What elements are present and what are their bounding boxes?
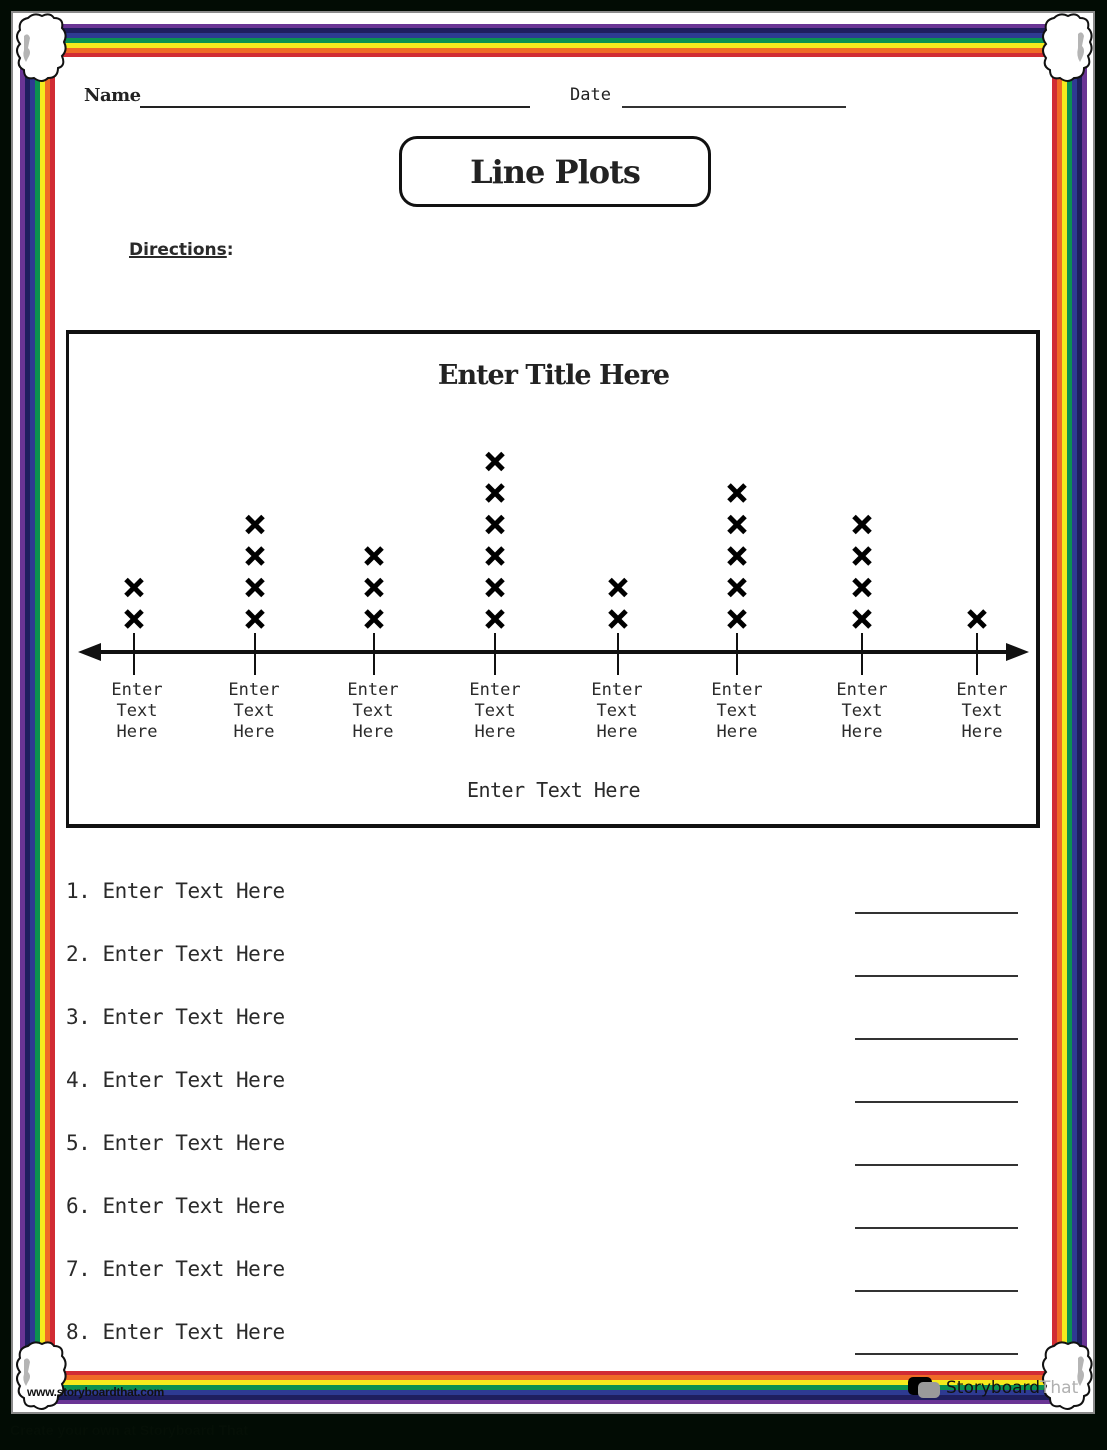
tick-label-line: Enter <box>228 680 280 700</box>
cloud-icon <box>14 12 68 84</box>
brand-text-that: That <box>1040 1378 1079 1398</box>
cloud-icon <box>1040 12 1094 84</box>
answer-field[interactable] <box>855 1164 1018 1166</box>
tick-label-line: Text <box>116 701 158 721</box>
tick-label-line: Here <box>961 722 1003 742</box>
tick-label-line: Enter <box>956 680 1008 700</box>
create-your-own-link[interactable]: Create your own at Storyboard That <box>10 1422 249 1438</box>
rainbow-border-bottom <box>52 1371 1052 1404</box>
name-field[interactable] <box>140 106 530 108</box>
question-text: Enter Text Here <box>102 1194 285 1218</box>
tick-label-line: Enter <box>836 680 888 700</box>
tick-label-line: Text <box>233 701 275 721</box>
question-number: 1. <box>66 879 91 903</box>
question-item <box>66 879 285 903</box>
tick-label-line: Here <box>474 722 516 742</box>
tick-label-line: Enter <box>591 680 643 700</box>
tick-label-line: Text <box>961 701 1003 721</box>
plot-title: Enter Title Here <box>437 360 670 391</box>
axis-title: Enter Text Here <box>466 778 641 802</box>
question-text: Enter Text Here <box>102 1257 285 1281</box>
tick-label-line: Here <box>716 722 758 742</box>
cloud-icon <box>14 1340 68 1412</box>
name-label: Name <box>84 85 141 106</box>
storyboardthat-logo[interactable] <box>908 1374 1078 1402</box>
question-text: Enter Text Here <box>102 1068 285 1092</box>
tick-label <box>209 680 299 743</box>
speech-bubbles-icon <box>908 1375 942 1401</box>
tick-label <box>450 680 540 743</box>
tick-label-line: Here <box>233 722 275 742</box>
rainbow-border-left <box>20 56 55 1374</box>
tick-label <box>937 680 1027 743</box>
tick-label-line: Text <box>596 701 638 721</box>
directions-label: Directions <box>129 240 227 260</box>
tick-label <box>817 680 907 743</box>
question-text: Enter Text Here <box>102 1131 285 1155</box>
answer-field[interactable] <box>855 975 1018 977</box>
date-field[interactable] <box>622 106 846 108</box>
tick-label <box>92 680 182 743</box>
question-number: 5. <box>66 1131 91 1155</box>
tick-label-line: Text <box>716 701 758 721</box>
tick-label <box>328 680 418 743</box>
question-number: 3. <box>66 1005 91 1029</box>
question-item <box>66 1320 285 1344</box>
tick-label-line: Here <box>596 722 638 742</box>
worksheet-title: Line Plots <box>470 152 640 191</box>
question-number: 7. <box>66 1257 91 1281</box>
question-item <box>66 1194 285 1218</box>
line-plot-frame <box>66 330 1040 828</box>
rainbow-border-top <box>52 24 1052 57</box>
question-text: Enter Text Here <box>102 879 285 903</box>
question-item <box>66 1068 285 1092</box>
tick-label-line: Enter <box>711 680 763 700</box>
rainbow-border-right <box>1052 56 1087 1374</box>
tick-label-line: Text <box>352 701 394 721</box>
tick-label-line: Enter <box>469 680 521 700</box>
question-text: Enter Text Here <box>102 1005 285 1029</box>
tick-label <box>572 680 662 743</box>
question-item <box>66 1257 285 1281</box>
tick-label-line: Enter <box>111 680 163 700</box>
brand-text-storyboard: Storyboard <box>946 1378 1040 1398</box>
question-item <box>66 942 285 966</box>
answer-field[interactable] <box>855 1101 1018 1103</box>
tick-label-line: Here <box>841 722 883 742</box>
tick-label-line: Here <box>116 722 158 742</box>
question-number: 2. <box>66 942 91 966</box>
answer-field[interactable] <box>855 1353 1018 1355</box>
question-item <box>66 1131 285 1155</box>
tick-label-line: Here <box>352 722 394 742</box>
worksheet-title-box <box>399 136 711 207</box>
question-number: 4. <box>66 1068 91 1092</box>
question-text: Enter Text Here <box>102 942 285 966</box>
question-item <box>66 1005 285 1029</box>
answer-field[interactable] <box>855 1290 1018 1292</box>
tick-label-line: Enter <box>347 680 399 700</box>
question-number: 6. <box>66 1194 91 1218</box>
question-text: Enter Text Here <box>102 1320 285 1344</box>
answer-field[interactable] <box>855 1227 1018 1229</box>
directions <box>129 240 234 260</box>
question-number: 8. <box>66 1320 91 1344</box>
directions-colon: : <box>226 240 234 260</box>
answer-field[interactable] <box>855 912 1018 914</box>
tick-label-line: Text <box>841 701 883 721</box>
footer-url[interactable]: www.storyboardthat.com <box>27 1385 164 1399</box>
tick-label <box>692 680 782 743</box>
tick-label-line: Text <box>474 701 516 721</box>
name-date-row <box>84 84 854 114</box>
date-label: Date <box>570 85 611 105</box>
answer-field[interactable] <box>855 1038 1018 1040</box>
